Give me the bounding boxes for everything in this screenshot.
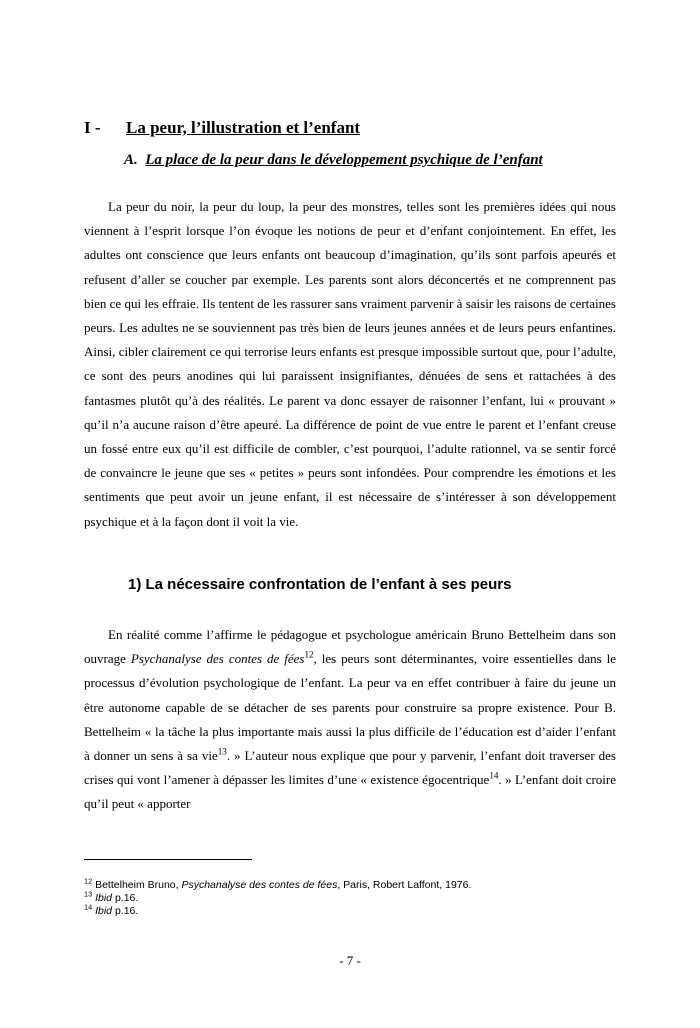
footnote-number: 14 — [84, 902, 93, 912]
footnote-ref[interactable]: 13 — [217, 746, 227, 757]
footnote-item — [84, 902, 471, 918]
footnote-number: 13 — [84, 889, 93, 899]
footnote-text: p.16. — [112, 892, 139, 904]
footnote-item — [84, 889, 471, 905]
footnote-text: , Paris, Robert Laffont, 1976. — [337, 879, 472, 891]
section-number: I - — [84, 118, 101, 137]
footnote-ref[interactable]: 12 — [304, 649, 314, 660]
page-number: - 7 - — [339, 953, 361, 968]
subsection-title: La place de la peur dans le développement psychique de l’enfant — [145, 152, 543, 168]
paragraph-bettelheim — [84, 623, 616, 817]
subsection-heading — [124, 152, 543, 169]
footnote-item — [84, 876, 472, 892]
subsection-label: A. — [124, 152, 138, 168]
paragraph-text: . » L’auteur nous explique que pour y parvenir, l’enfant doit traverser des crises qui vont l’amener à dépasser les limites d’une « existence égocentrique — [84, 748, 616, 788]
paragraph-intro: La peur du noir, la peur du loup, la peur des monstres, telles sont les premières idées qui nous viennent à l’esprit lorsque l’on évoque les notions de peur et d’enfant conjointement. En effet, les adultes ont conscience que leurs enfants ont beaucoup d’imagination, qu’ils sont parfois apeurés et refusent d’aller se coucher par exemple. Les parents sont alors déconcertés et ne comprennent pas bien ce qui les effraie. Ils tentent de les rassurer sans vraiment parvenir à saisir les raisons de certaines peurs. Les adultes ne se souviennent pas très bien de leurs jeunes années et de leurs peurs enfantines. Ainsi, cibler clairement ce qui terrorise leurs enfants est presque impossible surtout que, pour l’adulte, ce sont des peurs anodines qui lui paraissent insignifiantes, dénuées de sens et rattachées à des fantasmes plutôt qu’à des réalités. Le parent va donc essayer de raisonner l’enfant, lui « prouvant » qu’il n’a aucune raison d’être apeuré. La différence de point de vue entre le parent et l’enfant creuse un fossé entre eux qu’il est difficile de combler, c’est pourquoi, l’adulte rationnel, va se sentir forcé de convaincre le jeune que ses « petites » peurs sont infondées. Pour comprendre les émotions et les sentiments que peut avoir un jeune enfant, il est nécessaire de s’intéresser à son développement psychique et à la façon dont il voit la vie. — [84, 199, 616, 529]
section-heading — [84, 118, 360, 138]
paragraph-text: En réalité comme l’affirme le pédagogue et psychologue américain Bruno Bettelheim dans son ouvrage — [84, 627, 616, 667]
section-title: La peur, l’illustration et l’enfant — [126, 118, 361, 137]
footnote-separator — [84, 859, 252, 860]
paragraph-text: , les peurs sont déterminantes, voire essentielles dans le processus d’évolution psychologique de l’enfant. La peur va en effet contribuer à faire du jeune un être autonome capable de se détacher de ses parents pour construire sa propre existence. Pour B. Bettelheim « la tâche la plus importante mais aussi la plus difficile de l’éducation est d’aider l’enfant à donner un sens à sa vie — [84, 651, 616, 764]
book-title: Psychanalyse des contes de fées — [130, 651, 305, 667]
numbered-heading: 1) La nécessaire confrontation de l’enfant à ses peurs — [128, 576, 512, 593]
footnote-italic: Psychanalyse des contes de fées — [181, 879, 338, 891]
footnote-text: Bettelheim Bruno, — [92, 879, 182, 891]
footnote-ref[interactable]: 14 — [489, 770, 499, 781]
footnotes — [84, 876, 472, 918]
footnote-text: p.16. — [112, 905, 139, 917]
footnote-italic: Ibid — [95, 905, 113, 917]
footnote-number: 12 — [84, 876, 93, 886]
footnote-italic: Ibid — [95, 892, 113, 904]
paragraph-text: . » L’enfant doit croire qu’il peut « apporter — [84, 772, 617, 812]
